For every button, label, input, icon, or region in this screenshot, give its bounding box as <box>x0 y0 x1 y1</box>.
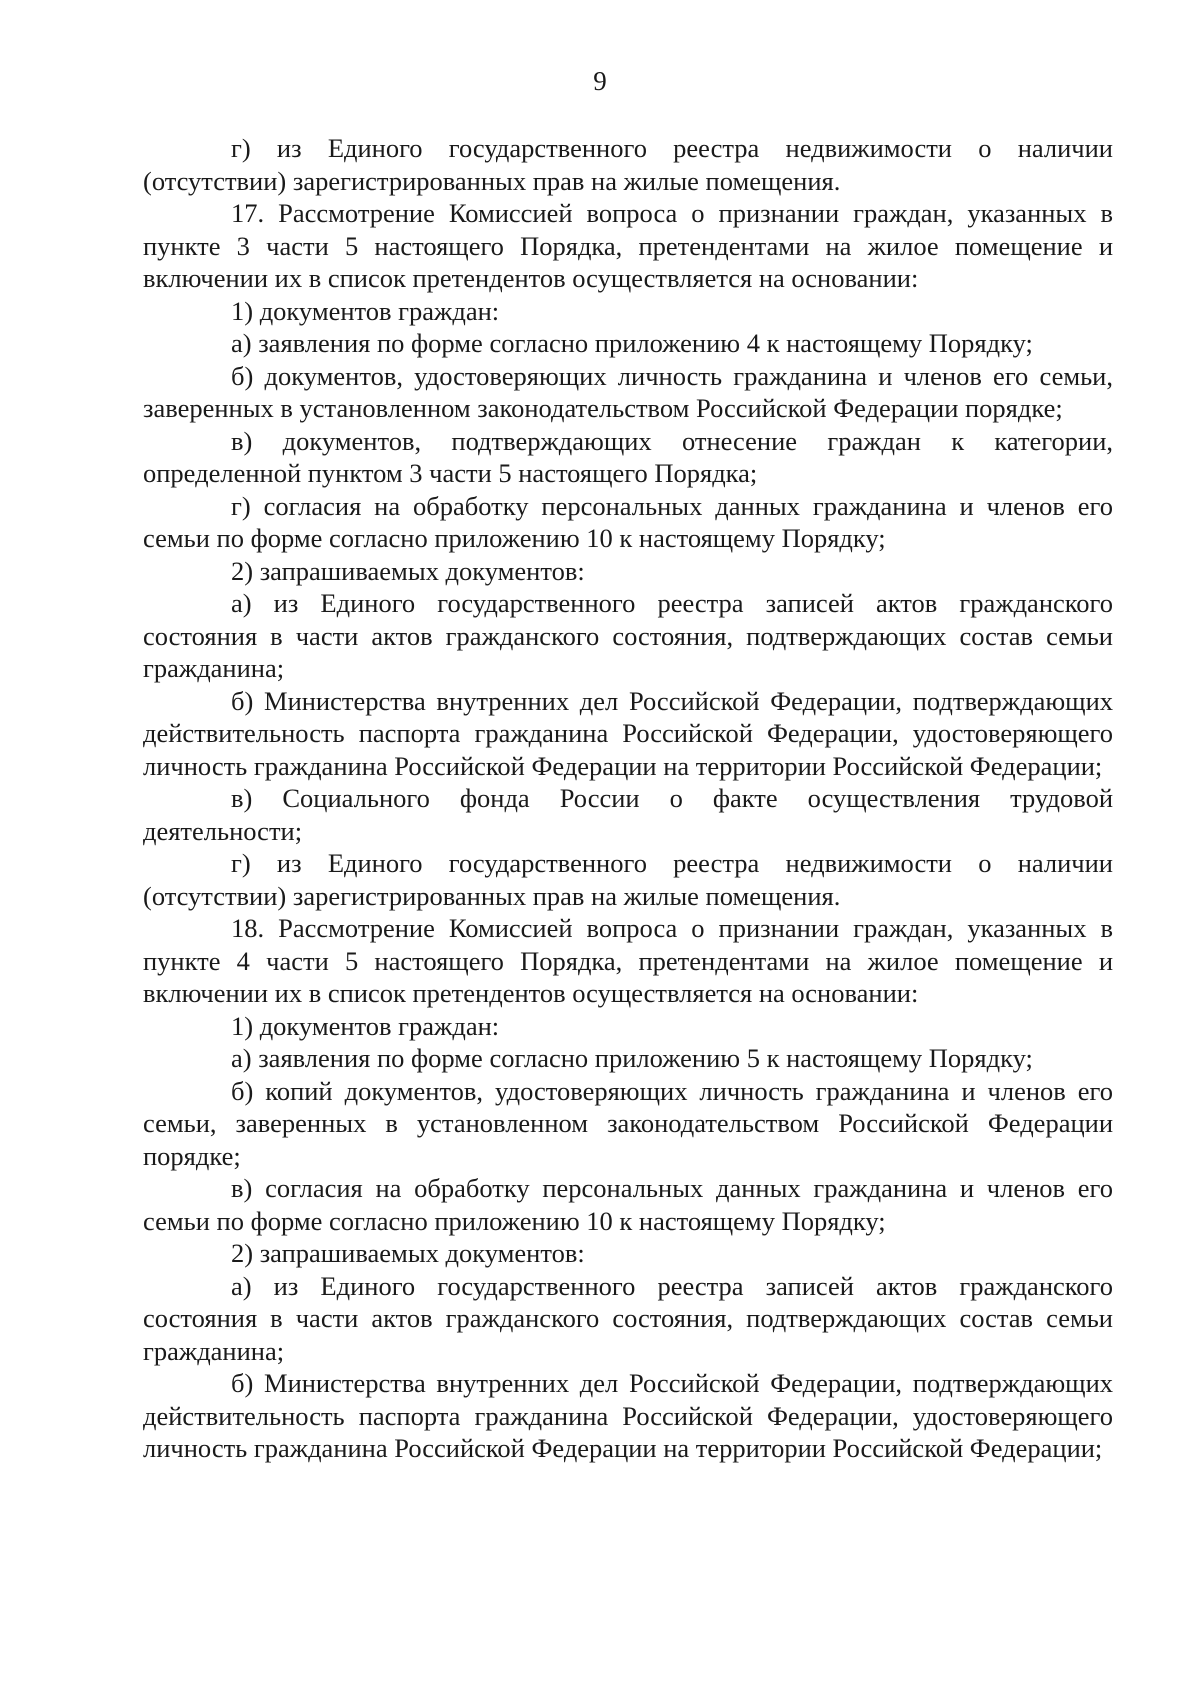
paragraph: а) из Единого государственного реестра записей актов гражданского состояния в части актов гражданского состояния, подтверждающих состав семьи гражданина; <box>143 1270 1113 1366</box>
paragraph: а) заявления по форме согласно приложению 4 к настоящему Порядку; <box>231 328 1033 358</box>
paragraph: 2) запрашиваемых документов: <box>231 1238 585 1268</box>
paragraph: г) из Единого государственного реестра недвижимости о наличии (отсутствии) зарегистрированных прав на жилые помещения. <box>143 848 1113 911</box>
paragraph: 1) документов граждан: <box>231 1010 500 1041</box>
paragraph: в) Социального фонда России о факте осуществления трудовой деятельности; <box>143 783 1113 846</box>
paragraph: 1) документов граждан: <box>231 295 500 326</box>
paragraph: 2) запрашиваемых документов: <box>231 555 585 586</box>
paragraph: б) документов, удостоверяющих личность гражданина и членов его семьи, заверенных в установленном законодательством Российской Федерации порядке; <box>143 360 1113 423</box>
paragraph: г) из Единого государственного реестра недвижимости о наличии (отсутствии) зарегистрированных прав на жилые помещения. <box>143 133 1113 196</box>
paragraph: б) копий документов, удостоверяющих личность гражданина и членов его семьи, заверенных в установленном законодательством Российской Федерации порядке; <box>143 1075 1113 1171</box>
paragraph: б) Министерства внутренних дел Российской Федерации, подтверждающих действительность паспорта гражданина Российской Федерации, удостоверяющего личность гражданина Российской Федерации на территории Российской Федерации; <box>143 1368 1113 1463</box>
paragraph: а) заявления по форме согласно приложению 5 к настоящему Порядку; <box>231 1043 1033 1073</box>
paragraph: г) согласия на обработку персональных данных гражданина и членов его семьи по форме согласно приложению 10 к настоящему Порядку; <box>143 490 1113 553</box>
paragraph: 17. Рассмотрение Комиссией вопроса о признании граждан, указанных в пункте 3 части 5 настоящего Порядка, претендентами на жилое помещение и включении их в список претендентов осуществляется на основании: <box>143 198 1113 293</box>
paragraph: 18. Рассмотрение Комиссией вопроса о признании граждан, указанных в пункте 4 части 5 настоящего Порядка, претендентами на жилое помещение и включении их в список претендентов осуществляется на основании: <box>143 913 1113 1008</box>
paragraph: б) Министерства внутренних дел Российской Федерации, подтверждающих действительность паспорта гражданина Российской Федерации, удостоверяющего личность гражданина Российской Федерации на территории Российской Федерации; <box>143 685 1113 781</box>
paragraph: в) согласия на обработку персональных данных гражданина и членов его семьи по форме согласно приложению 10 к настоящему Порядку; <box>143 1173 1113 1236</box>
document-body <box>143 132 1113 1465</box>
paragraph: в) документов, подтверждающих отнесение граждан к категории, определенной пунктом 3 части 5 настоящего Порядка; <box>143 425 1113 488</box>
paragraph: а) из Единого государственного реестра записей актов гражданского состояния в части актов гражданского состояния, подтверждающих состав семьи гражданина; <box>143 588 1113 683</box>
page-number: 9 <box>593 66 607 96</box>
